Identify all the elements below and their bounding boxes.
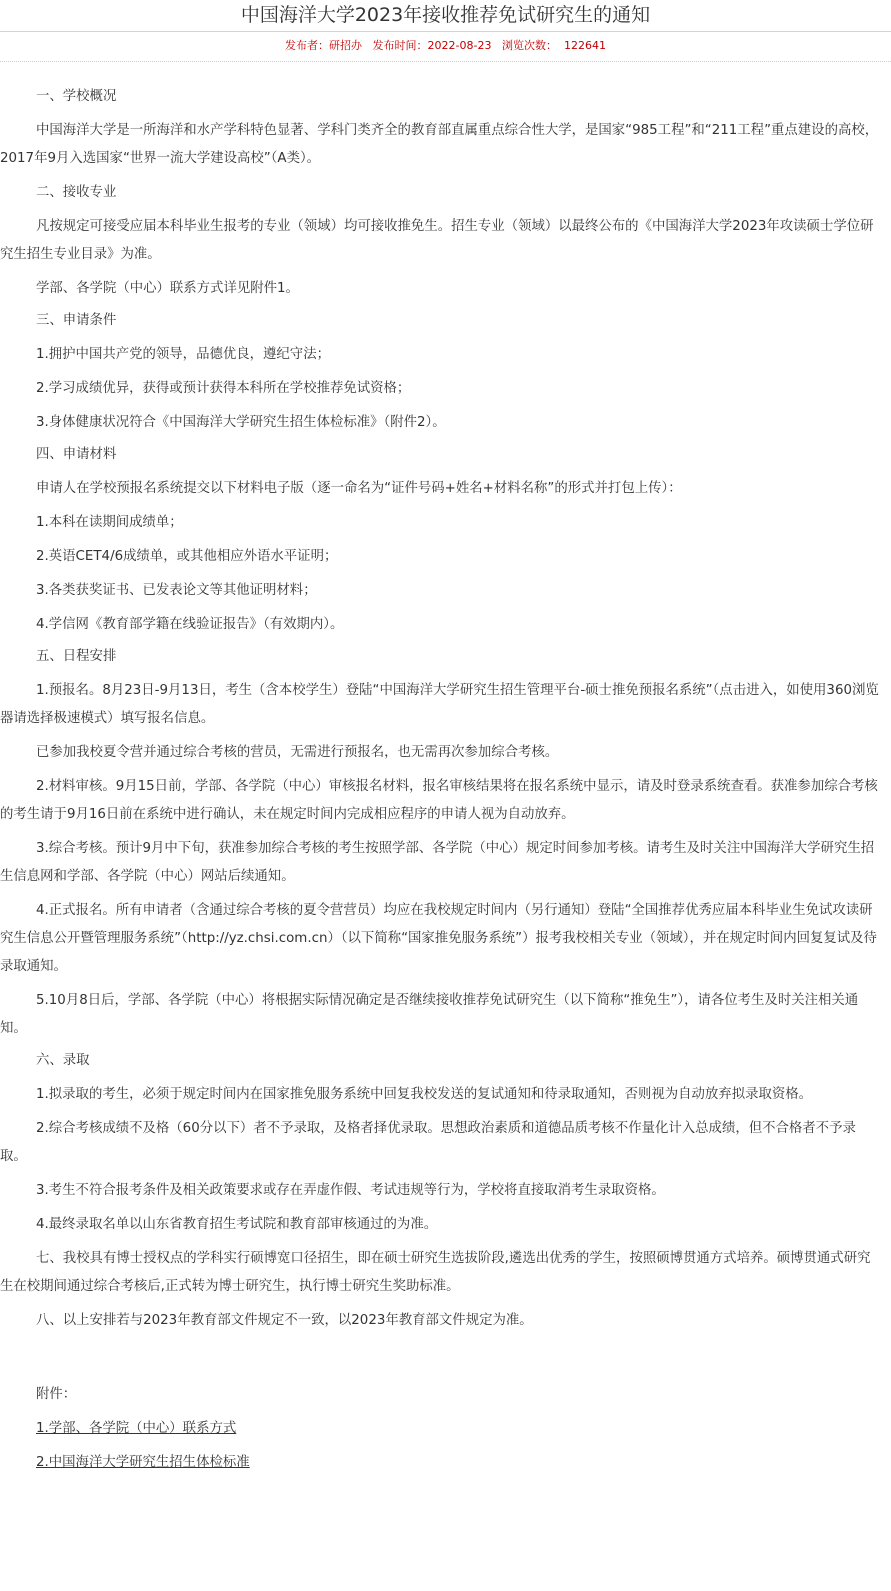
meta-divider [0, 61, 891, 62]
schedule-item-4: 4.正式报名。所有申请者（含通过综合考核的夏令营营员）均应在我校规定时间内（另行通知）登陆“全国推荐优秀应届本科毕业生免试攻读研究生信息公开暨管理服务系统”（http://yz.chsi.com.cn）（以下简称“国家推免服务系统”）报考我校相关专业（领域），并在规定时间内回复复试及待录取通知。 [0, 903, 877, 974]
schedule-item-5: 5.10月8日后，学部、各学院（中心）将根据实际情况确定是否继续接收推荐免试研究生（以下简称“推免生”），请各位考生及时关注相关通知。 [0, 993, 859, 1036]
section-heading-school-overview: 一、学校概况 [36, 89, 117, 104]
paragraph-materials: 申请人在学校预报名系统提交以下材料电子版（逐一命名为“证件号码+姓名+材料名称”的形式并打包上传）： [36, 481, 682, 496]
attachment-item-health-standard [0, 1449, 880, 1477]
requirement-item-2: 2.学习成绩优异，获得或预计获得本科所在学校推荐免试资格； [36, 381, 411, 396]
publisher-value: 研招办 [329, 39, 363, 52]
paragraph-phd-track: 七、我校具有博士授权点的学科实行硕博宽口径招生，即在硕士研究生选拔阶段,遴选出优秀的学生，按照硕博贯通方式培养。硕博贯通式研究生在校期间通过综合考核后,正式转为博士研究生，执行博士研究生奖助标准。 [0, 1251, 871, 1294]
admission-item-1: 1.拟录取的考生，必须于规定时间内在国家推免服务系统中回复我校发送的复试通知和待录取通知，否则视为自动放弃拟录取资格。 [36, 1087, 813, 1102]
attachments-heading: 附件： [36, 1387, 77, 1402]
title-divider [0, 31, 891, 32]
publish-time-value: 2022-08-23 [427, 39, 492, 52]
material-item-4: 4.学信网《教育部学籍在线验证报告》（有效期内）。 [36, 617, 344, 632]
requirement-item-1: 1.拥护中国共产党的领导，品德优良，遵纪守法； [36, 347, 330, 362]
paragraph-policy-note: 八、以上安排若与2023年教育部文件规定不一致，以2023年教育部文件规定为准。 [36, 1313, 533, 1328]
view-count-value: 122641 [563, 39, 606, 52]
publisher-label: 发布者： [285, 39, 330, 52]
attachment-item-contacts [0, 1415, 880, 1443]
attachment-link-contacts[interactable]: 1.学部、各学院（中心）联系方式 [36, 1421, 237, 1436]
schedule-item-2: 2.材料审核。9月15日前，学部、各学院（中心）审核报名材料，报名审核结果将在报名系统中显示，请及时登录系统查看。获准参加综合考核的考生请于9月16日前在系统中进行确认，未在规定时间内完成相应程序的申请人视为自动放弃。 [0, 779, 878, 822]
section-heading-materials: 四、申请材料 [36, 447, 117, 462]
material-item-1: 1.本科在读期间成绩单； [36, 515, 183, 530]
paragraph-contacts: 学部、各学院（中心）联系方式详见附件1。 [36, 281, 299, 296]
publish-time-label: 发布时间： [372, 39, 428, 52]
page-title: 中国海洋大学2023年接收推荐免试研究生的通知 [240, 4, 651, 26]
section-heading-majors: 二、接收专业 [36, 185, 117, 200]
paragraph-school-overview: 中国海洋大学是一所海洋和水产学科特色显著、学科门类齐全的教育部直属重点综合性大学，是国家“985工程”和“211工程”重点建设的高校，2017年9月入选国家“世界一流大学建设高校”（A类）。 [0, 123, 879, 166]
view-count-label: 浏览次数： [501, 39, 557, 52]
schedule-note: 已参加我校夏令营并通过综合考核的营员，无需进行预报名，也无需再次参加综合考核。 [36, 745, 559, 760]
article-body [0, 83, 880, 1477]
section-heading-admission: 六、录取 [36, 1053, 90, 1068]
admission-item-3: 3.考生不符合报考条件及相关政策要求或存在弄虚作假、考试违规等行为，学校将直接取消考生录取资格。 [36, 1183, 665, 1198]
paragraph-majors: 凡按规定可接受应届本科毕业生报考的专业（领域）均可接收推免生。招生专业（领域）以最终公布的《中国海洋大学2023年攻读硕士学位研究生招生专业目录》为准。 [0, 219, 874, 262]
schedule-item-1: 1.预报名。8月23日-9月13日，考生（含本校学生）登陆“中国海洋大学研究生招生管理平台-硕士推免预报名系统”（点击进入，如使用360浏览器请选择极速模式）填写报名信息。 [0, 683, 879, 726]
requirement-item-3: 3.身体健康状况符合《中国海洋大学研究生招生体检标准》（附件2）。 [36, 415, 446, 430]
admission-item-2: 2.综合考核成绩不及格（60分以下）者不予录取，及格者择优录取。思想政治素质和道德品质考核不作量化计入总成绩，但不合格者不予录取。 [0, 1121, 856, 1164]
schedule-item-3: 3.综合考核。预计9月中下旬，获准参加综合考核的考生按照学部、各学院（中心）规定时间参加考核。请考生及时关注中国海洋大学研究生招生信息网和学部、各学院（中心）网站后续通知。 [0, 841, 875, 884]
material-item-3: 3.各类获奖证书、已发表论文等其他证明材料； [36, 583, 317, 598]
section-heading-schedule: 五、日程安排 [36, 649, 117, 664]
article-meta [0, 38, 891, 54]
admission-item-4: 4.最终录取名单以山东省教育招生考试院和教育部审核通过的为准。 [36, 1217, 438, 1232]
material-item-2: 2.英语CET4/6成绩单，或其他相应外语水平证明； [36, 549, 338, 564]
section-heading-requirements: 三、申请条件 [36, 313, 117, 328]
attachment-link-health-standard[interactable]: 2.中国海洋大学研究生招生体检标准 [36, 1455, 250, 1470]
